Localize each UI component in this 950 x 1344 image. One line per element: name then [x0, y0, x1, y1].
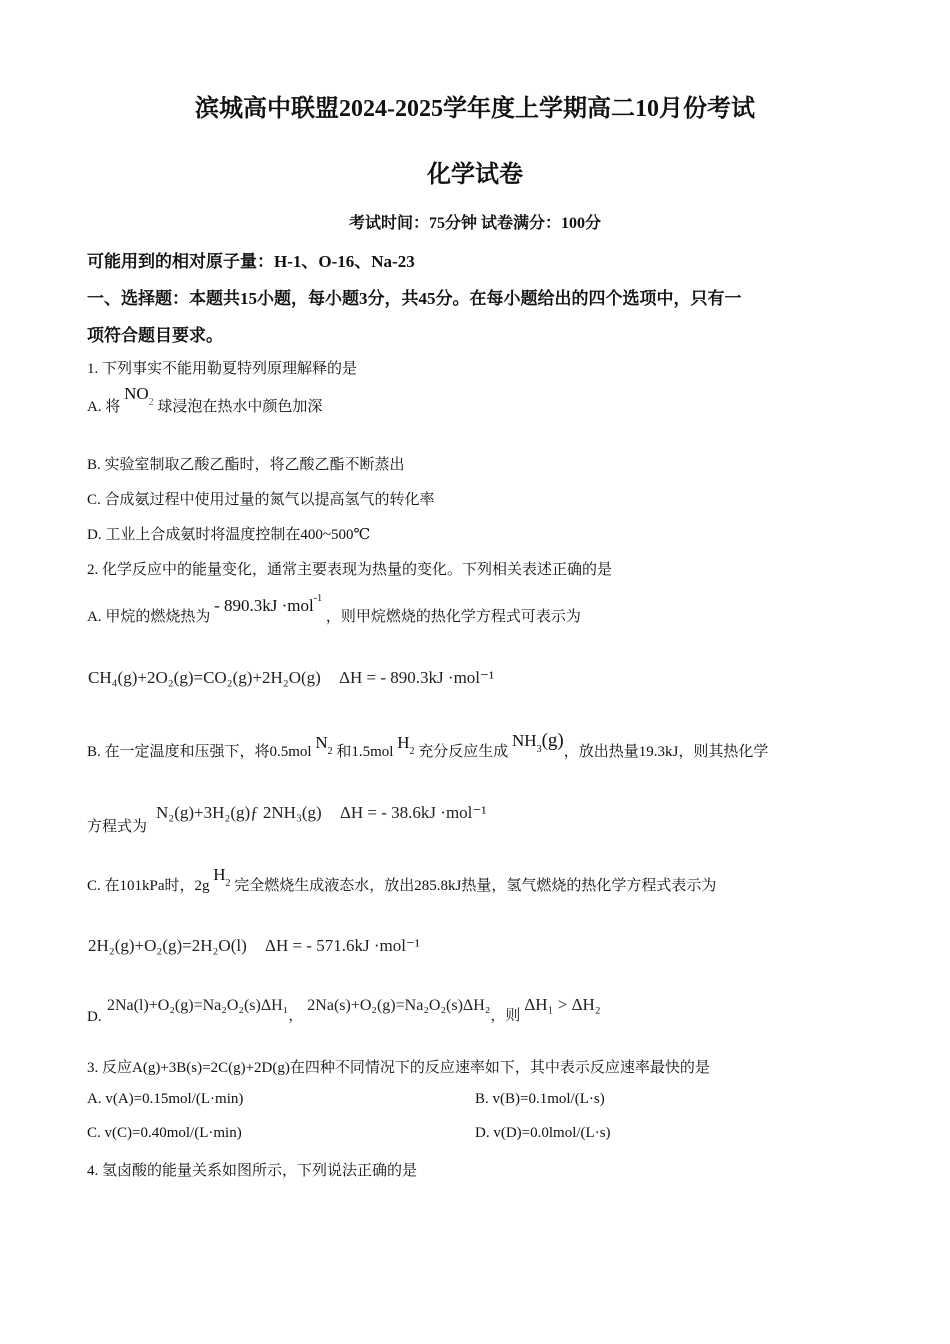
q2-option-c — [87, 865, 717, 897]
q1-stem: 1. 下列事实不能用勒夏特列原理解释的是 — [87, 361, 358, 377]
q2-a-post: ，则甲烷燃烧的热化学方程式可表示为 — [325, 609, 581, 625]
q2-option-a — [87, 593, 581, 626]
q3-option-d: D. v(D)=0.0lmol/(L·s) — [475, 1125, 611, 1141]
q2-d-equations — [107, 994, 601, 1024]
q2-b-pre: B. 在一定温度和压强下，将0.5mol — [87, 744, 312, 760]
q2-b-n2-sub: 2 — [327, 746, 333, 757]
section-heading-line1: 一、选择题：本题共15小题，每小题3分，共45分。在每小题给出的四个选项中，只有一 — [87, 289, 742, 308]
atomic-masses: 可能用到的相对原子量：H-1、O-16、Na-23 — [87, 252, 415, 271]
q1-a-post: 球浸泡在热水中颜色加深 — [157, 399, 323, 415]
q2-d-sep: ， — [288, 1008, 304, 1024]
q2-a-dh: ΔH = - 890.3kJ ·mol⁻¹ — [339, 668, 495, 687]
q3-stem: 3. 反应A(g)+3B(s)=2C(g)+2D(g)在四种不同情况下的反应速率如下，其中表示反应速率最快的是 — [87, 1060, 710, 1076]
q2-option-b — [87, 730, 769, 763]
q2-a-value: - 890.3kJ ·mol — [214, 596, 314, 615]
q2-b-g: (g) — [541, 730, 564, 751]
q2-a-sup: -1 — [313, 593, 323, 604]
q2-c-h2: H — [213, 865, 226, 884]
q2-a-eq: CH₄(g)+2O₂(g)=CO₂(g)+2H₂O(g) — [88, 668, 321, 687]
q2-b-line2: 方程式为 — [87, 819, 148, 835]
q1-option-b: B. 实验室制取乙酸乙酯时，将乙酸乙酯不断蒸出 — [87, 457, 405, 473]
q2-b-nh3: NH — [512, 731, 537, 750]
q2-b-mid2: 充分反应生成 — [418, 744, 509, 760]
q2-d-pre: D. — [87, 1009, 102, 1025]
q2-b-n2: N — [315, 733, 328, 752]
q2-stem: 2. 化学反应中的能量变化，通常主要表现为热量的变化。下列相关表述正确的是 — [87, 562, 613, 578]
q2-b-dh: ΔH = - 38.6kJ ·mol⁻¹ — [339, 803, 487, 822]
q2-d-eq2: 2Na(s)+O₂(g)=Na₂O₂(s)ΔH₂ — [307, 997, 491, 1014]
q2-a-pre: A. 甲烷的燃烧热为 — [87, 609, 211, 625]
q3-option-a: A. v(A)=0.15mol/(L·min) — [87, 1091, 244, 1107]
exam-subject: 化学试卷 — [427, 162, 523, 188]
exam-info: 考试时间：75分钟 试卷满分：100分 — [348, 215, 601, 232]
q2-b-equation — [156, 803, 486, 823]
q1-a-sub: 2 — [148, 397, 154, 408]
q2-c-h2-sub: 2 — [225, 878, 231, 889]
q1-a-pre: A. 将 — [87, 399, 121, 415]
q2-b-mid: 和1.5mol — [336, 744, 394, 760]
section-heading-line2: 项符合题目要求。 — [87, 326, 223, 345]
q2-option-d — [87, 1009, 102, 1026]
q2-d-eq1: 2Na(l)+O₂(g)=Na₂O₂(s)ΔH₁ — [107, 997, 289, 1014]
q2-d-relation: ΔH₁ > ΔH₂ — [524, 995, 601, 1014]
q2-d-then: ，则 — [490, 1008, 521, 1024]
q1-option-a — [87, 384, 323, 418]
q2-b-post: ，放出热量19.3kJ，则其热化学 — [563, 744, 769, 760]
q2-c-post: 完全燃烧生成液态水，放出285.8kJ热量，氢气燃烧的热化学方程式表示为 — [234, 878, 717, 894]
q2-b-eq: N₂(g)+3H₂(g)ƒ 2NH₃(g) — [156, 803, 322, 822]
q3-option-b: B. v(B)=0.1mol/(L·s) — [475, 1091, 605, 1107]
q2-b-h2: H — [397, 733, 410, 752]
q3-option-c: C. v(C)=0.40mol/(L·min) — [87, 1125, 242, 1141]
q1-a-formula: NO — [124, 384, 149, 403]
q4-stem: 4. 氢卤酸的能量关系如图所示，下列说法正确的是 — [87, 1163, 418, 1179]
q2-c-equation — [88, 936, 420, 956]
q2-c-eq: 2H₂(g)+O₂(g)=2H₂O(l) — [88, 936, 247, 955]
q1-option-d: D. 工业上合成氨时将温度控制在400~500℃ — [87, 527, 371, 543]
q2-b-h2-sub: 2 — [409, 746, 415, 757]
q2-c-dh: ΔH = - 571.6kJ ·mol⁻¹ — [265, 936, 421, 955]
q2-b-nh3-sub: 3 — [536, 744, 542, 755]
q2-c-pre: C. 在101kPa时，2g — [87, 878, 210, 894]
q1-option-c: C. 合成氨过程中使用过量的氮气以提高氢气的转化率 — [87, 492, 435, 508]
exam-title: 滨城高中联盟2024-2025学年度上学期高二10月份考试 — [195, 96, 755, 122]
q2-a-equation — [88, 668, 494, 688]
